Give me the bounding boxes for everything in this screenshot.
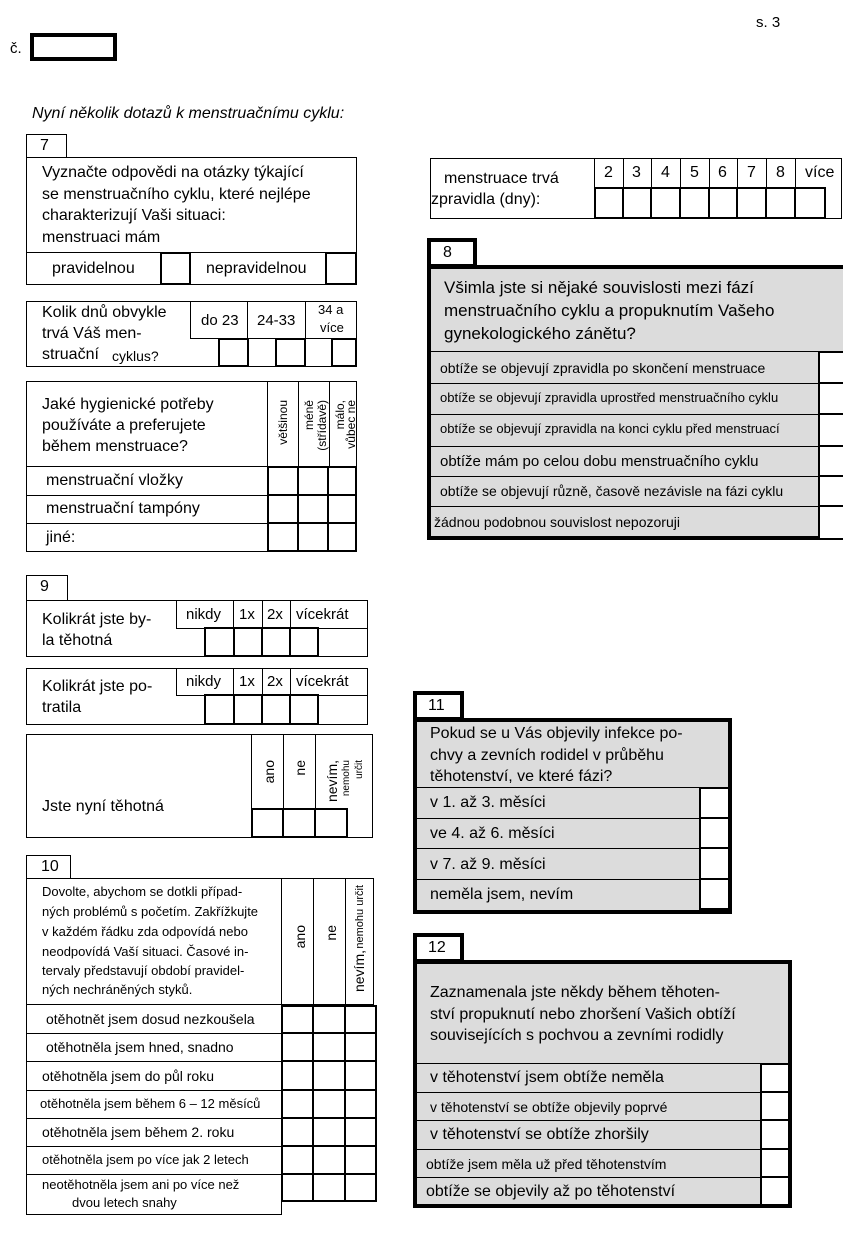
option-label: v 1. až 3. měsíci: [430, 794, 546, 811]
checkbox[interactable]: [327, 494, 357, 524]
checkbox[interactable]: [261, 627, 291, 657]
question-text-line: používáte a preferujete: [42, 417, 206, 434]
checkbox-days-5[interactable]: [679, 187, 710, 219]
checkbox-days-8[interactable]: [765, 187, 796, 219]
checkbox-cycle-34plus[interactable]: [331, 338, 357, 367]
question-text-line: zpravidla (dny):: [431, 191, 541, 208]
question-text-line: tratila: [42, 699, 82, 716]
option-label: žádnou podobnou souvislost nepozoruji: [434, 514, 680, 530]
option-label: více: [320, 320, 344, 335]
question-text-line: Všimla jste si nějaké souvislosti mezi fází: [444, 278, 754, 297]
checkbox[interactable]: [281, 1117, 314, 1147]
checkbox[interactable]: [267, 466, 299, 496]
question-text-line: Zaznamenala jste někdy během těhoten-: [430, 984, 720, 1001]
option-label: 2x: [267, 606, 283, 623]
question-text-line: la těhotná: [42, 632, 113, 649]
column-header: ano: [292, 925, 308, 949]
row-label: otěhotněla jsem během 6 – 12 měsíců: [40, 1096, 261, 1111]
question-text-line: Kolikrát jste po-: [42, 678, 153, 695]
option-label: obtíže se objevují zpravidla uprostřed menstruačního cyklu: [440, 390, 779, 405]
checkbox[interactable]: [281, 1032, 314, 1062]
option-label: nikdy: [186, 673, 222, 690]
question-text-line: menstruačního cyklu a propuknutím Vašeho: [444, 301, 775, 320]
checkbox[interactable]: [344, 1032, 377, 1062]
checkbox[interactable]: [204, 694, 235, 725]
option-label: více: [805, 164, 835, 181]
checkbox[interactable]: [297, 522, 329, 552]
row-label: jiné:: [46, 529, 76, 546]
checkbox[interactable]: [261, 694, 291, 725]
column-header: většinou: [276, 400, 290, 445]
page-number: s. 3: [756, 14, 781, 31]
question-text-line: Kolikrát jste by-: [42, 611, 152, 628]
question-text-line: menstruace trvá: [444, 170, 559, 187]
checkbox[interactable]: [281, 1060, 314, 1091]
form-number-label: č.: [10, 40, 22, 57]
column-header: nevím,: [324, 760, 340, 803]
question-text-line: gynekologického zánětu?: [444, 324, 636, 343]
question-text-line: ných nechráněných styků.: [42, 982, 193, 997]
question-text-line: ných problémů s početím. Zakřížkujte: [42, 904, 259, 919]
checkbox[interactable]: [289, 694, 319, 725]
checkbox[interactable]: [818, 382, 843, 415]
checkbox[interactable]: [344, 1173, 377, 1202]
checkbox[interactable]: [312, 1060, 346, 1091]
row-label: otěhotněla jsem hned, snadno: [46, 1039, 234, 1055]
option-label: v těhotenství se obtíže zhoršily: [430, 1126, 649, 1143]
question-text-line: Vyznačte odpovědi na otázky týkající: [42, 164, 304, 181]
checkbox[interactable]: [344, 1005, 377, 1034]
column-header: ne: [323, 925, 339, 941]
checkbox[interactable]: [760, 1091, 790, 1121]
checkbox[interactable]: [312, 1173, 346, 1202]
question-text-line: Dovolte, abychom se dotkli případ-: [42, 884, 243, 899]
option-label: 4: [661, 164, 670, 181]
checkbox-days-3[interactable]: [622, 187, 652, 219]
checkbox[interactable]: [344, 1145, 377, 1175]
column-header: nemohu: [341, 760, 352, 797]
option-label: 24-33: [257, 312, 296, 329]
option-label: 1x: [239, 673, 255, 690]
option-label: nikdy: [186, 606, 222, 623]
question-text-line: během menstruace?: [42, 438, 188, 455]
question-number: 10: [41, 858, 59, 875]
question-text-line: Pokud se u Vás objevily infekce po-: [430, 725, 683, 742]
question-number: 9: [40, 578, 49, 595]
option-label: obtíže se objevují zpravidla po skončení menstruace: [440, 360, 766, 376]
option-label: ve 4. až 6. měsíci: [430, 825, 555, 842]
option-label: pravidelnou: [52, 260, 135, 277]
column-header: nemohu určit: [354, 885, 366, 949]
section-intro: Nyní několik dotazů k menstruačnímu cyklu:: [32, 105, 345, 122]
question-text-line: trvá Váš men-: [42, 325, 142, 342]
question-text-line: souvisejících s pochvou a zevními rodidly: [430, 1027, 724, 1044]
checkbox[interactable]: [760, 1063, 790, 1093]
option-label: obtíže mám po celou dobu menstruačního cyklu: [440, 453, 759, 470]
checkbox[interactable]: [327, 466, 357, 496]
option-label: v 7. až 9. měsíci: [430, 856, 546, 873]
option-label: obtíže se objevily až po těhotenství: [426, 1183, 676, 1200]
row-label: otěhotněla jsem do půl roku: [42, 1068, 214, 1084]
checkbox-days-4[interactable]: [650, 187, 681, 219]
question-text-line: Kolik dnů obvykle: [42, 304, 167, 321]
checkbox[interactable]: [233, 694, 263, 725]
row-label: menstruační vložky: [46, 472, 183, 489]
column-header: nevím,: [351, 950, 367, 993]
checkbox[interactable]: [818, 475, 843, 507]
row-label: neotěhotněla jsem ani po více než: [42, 1177, 240, 1192]
option-label: do 23: [201, 312, 239, 329]
option-label: 34 a: [318, 302, 344, 317]
question-number: 11: [428, 697, 445, 714]
checkbox-pregnant-yes[interactable]: [251, 808, 284, 838]
checkbox[interactable]: [699, 787, 730, 819]
checkbox[interactable]: [760, 1148, 790, 1178]
question-text-line: Jaké hygienické potřeby: [42, 396, 214, 413]
question-text-line: tervaly představují období pravidel-: [42, 963, 245, 978]
checkbox[interactable]: [312, 1005, 346, 1034]
checkbox-days-6[interactable]: [708, 187, 738, 219]
column-header: ano: [261, 760, 277, 784]
column-header: určit: [354, 760, 365, 779]
option-label: neměla jsem, nevím: [430, 886, 574, 903]
checkbox[interactable]: [699, 878, 730, 910]
checkbox-irregular[interactable]: [325, 252, 357, 285]
checkbox[interactable]: [281, 1173, 314, 1202]
checkbox[interactable]: [289, 627, 319, 657]
option-label: v těhotenství se obtíže objevily poprvé: [430, 1099, 668, 1115]
question-number: 7: [40, 137, 49, 154]
row-label: otěhotněla jsem po více jak 2 letech: [42, 1152, 249, 1167]
checkbox[interactable]: [818, 351, 843, 384]
checkbox[interactable]: [344, 1117, 377, 1147]
option-label: obtíže jsem měla už před těhotenstvím: [426, 1156, 667, 1172]
checkbox[interactable]: [760, 1119, 790, 1150]
option-label: 3: [632, 164, 641, 181]
option-label: 2x: [267, 673, 283, 690]
checkbox[interactable]: [344, 1089, 377, 1119]
checkbox-days-7[interactable]: [736, 187, 767, 219]
row-label: menstruační tampóny: [46, 500, 200, 517]
question-text-small: cyklus?: [112, 348, 159, 364]
checkbox-days-more[interactable]: [794, 187, 826, 219]
column-header: (střídavě): [315, 400, 329, 451]
option-label: 1x: [239, 606, 255, 623]
option-label: obtíže se objevují zpravidla na konci cyklu před menstruací: [440, 421, 780, 436]
checkbox[interactable]: [312, 1145, 346, 1175]
question-text-line: se menstruačního cyklu, které nejlépe: [42, 186, 311, 203]
form-number-field[interactable]: [30, 33, 117, 61]
row-label: otěhotněla jsem během 2. roku: [42, 1124, 235, 1140]
checkbox[interactable]: [297, 466, 329, 496]
checkbox[interactable]: [327, 522, 357, 552]
question-text-line: v každém řádku zda odpovídá nebo: [42, 924, 248, 939]
question-text-line: chvy a zevních rodidel v průběhu: [430, 747, 664, 764]
checkbox[interactable]: [312, 1032, 346, 1062]
question-text-line: menstruaci mám: [42, 229, 161, 246]
question-number: 12: [428, 939, 446, 956]
row-label: otěhotnět jsem dosud nezkoušela: [46, 1011, 255, 1027]
checkbox[interactable]: [699, 847, 730, 880]
checkbox[interactable]: [267, 494, 299, 524]
column-header: ne: [292, 760, 308, 776]
option-label: 5: [690, 164, 699, 181]
checkbox[interactable]: [267, 522, 299, 552]
checkbox[interactable]: [699, 817, 730, 849]
checkbox-pregnant-unknown[interactable]: [314, 808, 348, 838]
checkbox[interactable]: [344, 1060, 377, 1091]
checkbox[interactable]: [281, 1089, 314, 1119]
option-label: 8: [776, 164, 785, 181]
checkbox-cycle-24-33[interactable]: [275, 338, 306, 367]
checkbox[interactable]: [312, 1117, 346, 1147]
checkbox-regular[interactable]: [160, 252, 191, 285]
option-label: nepravidelnou: [206, 260, 307, 277]
checkbox[interactable]: [818, 413, 843, 447]
question-text-line: struační: [42, 346, 99, 363]
checkbox[interactable]: [297, 494, 329, 524]
checkbox[interactable]: [818, 445, 843, 477]
question-text-line: těhotenství, ve které fázi?: [430, 768, 613, 785]
option-label: 2: [604, 164, 613, 181]
question-text-line: Jste nyní těhotná: [42, 798, 164, 815]
row-label: dvou letech snahy: [72, 1195, 177, 1210]
option-label: v těhotenství jsem obtíže neměla: [430, 1069, 664, 1086]
checkbox[interactable]: [204, 627, 235, 657]
checkbox[interactable]: [760, 1176, 790, 1206]
option-label: vícekrát: [296, 606, 349, 623]
column-header: vůbec ne: [344, 400, 358, 449]
option-label: 7: [747, 164, 756, 181]
option-label: obtíže se objevují různě, časově nezávisle na fázi cyklu: [440, 483, 784, 499]
checkbox-pregnant-no[interactable]: [282, 808, 316, 838]
question-text-line: ství propuknutí nebo zhoršení Vašich obtíží: [430, 1006, 736, 1023]
column-header: méně: [302, 400, 316, 431]
checkbox[interactable]: [312, 1089, 346, 1119]
question-text-line: neodpovídá Vaší situaci. Časové in-: [42, 944, 249, 959]
checkbox[interactable]: [818, 505, 843, 540]
checkbox-days-2[interactable]: [594, 187, 624, 219]
checkbox[interactable]: [281, 1005, 314, 1034]
question-text-line: charakterizují Vaši situaci:: [42, 207, 226, 224]
checkbox[interactable]: [233, 627, 263, 657]
checkbox[interactable]: [281, 1145, 314, 1175]
option-label: vícekrát: [296, 673, 349, 690]
column-header: málo,: [333, 400, 347, 430]
checkbox-cycle-do23[interactable]: [218, 338, 249, 367]
option-label: 6: [718, 164, 727, 181]
question-number: 8: [443, 244, 452, 261]
